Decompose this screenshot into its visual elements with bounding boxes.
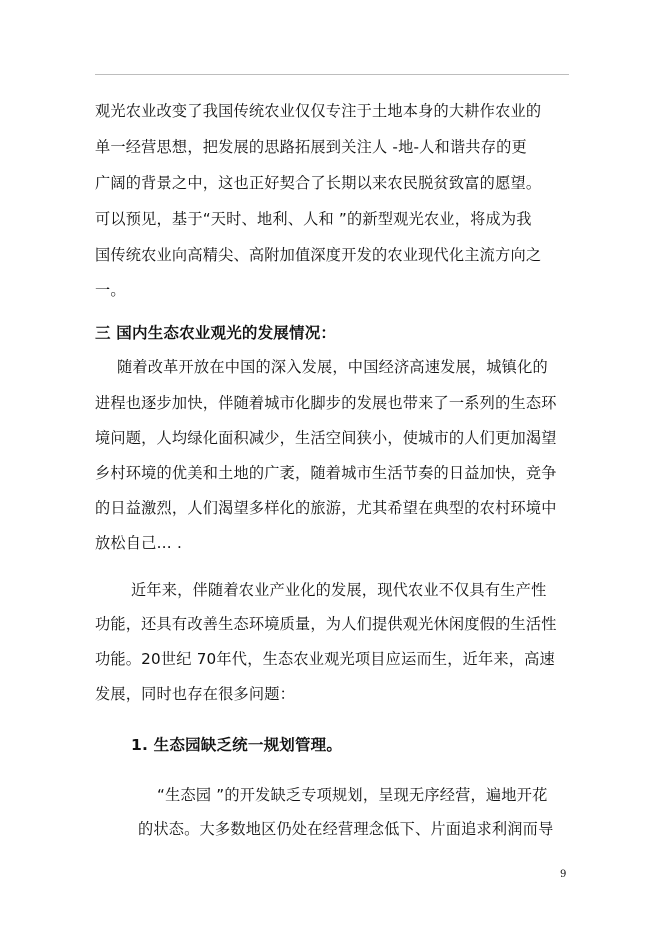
para3-line-2: 功能，还具有改善生态环境质量，为人们提供观光休闲度假的生活性 bbox=[95, 615, 557, 633]
para3-line-3: 功能。20世纪 70年代，生态农业观光项目应运而生，近年来，高速 bbox=[95, 650, 555, 668]
para1-line-5: 国传统农业向高精尖、高附加值深度开发的农业现代化主流方向之 bbox=[95, 246, 542, 264]
para1-line-3: 广阔的背景之中，这也正好契合了长期以来农民脱贫致富的愿望。 bbox=[95, 174, 542, 192]
para3-line-1: 近年来，伴随着农业产业化的发展，现代农业不仅具有生产性 bbox=[131, 581, 547, 599]
para2-line-5: 的日益激烈，人们渴望多样化的旅游，尤其希望在典型的农村环境中 bbox=[95, 499, 557, 517]
subheading-1: 1. 生态园缺乏统一规划管理。 bbox=[131, 736, 343, 754]
para2-line-1: 随着改革开放在中国的深入发展，中国经济高速发展，城镇化的 bbox=[117, 358, 548, 376]
page-number: 9 bbox=[560, 869, 567, 880]
para2-line-2: 进程也逐步加快，伴随着城市化脚步的发展也带来了一系列的生态环 bbox=[95, 394, 557, 412]
para2-line-4: 乡村环境的优美和土地的广袤，随着城市生活节奏的日益加快，竞争 bbox=[95, 464, 557, 482]
para1-line-4: 可以预见，基于“天时、地利、人和 ”的新型观光农业，将成为我 bbox=[95, 210, 532, 228]
section-heading: 三 国内生态农业观光的发展情况： bbox=[95, 324, 337, 342]
para4-line-1: “生态园 ”的开发缺乏专项规划，呈现无序经营，遍地开花 bbox=[157, 786, 548, 804]
para1-line-2: 单一经营思想，把发展的思路拓展到关注人 -地-人和谐共存的更 bbox=[95, 138, 527, 156]
para3-line-4: 发展，同时也存在很多问题： bbox=[95, 685, 296, 703]
para4-line-2: 的状态。大多数地区仍处在经营理念低下、片面追求利润而导 bbox=[138, 820, 554, 838]
para1-line-6: 一。 bbox=[95, 281, 126, 299]
header-rule bbox=[95, 74, 569, 75]
para1-line-1: 观光农业改变了我国传统农业仅仅专注于土地本身的大耕作农业的 bbox=[95, 102, 542, 120]
para2-line-6: 放松自己… . bbox=[95, 534, 182, 552]
para2-line-3: 境问题，人均绿化面积减少，生活空间狭小，使城市的人们更加渴望 bbox=[95, 429, 557, 447]
